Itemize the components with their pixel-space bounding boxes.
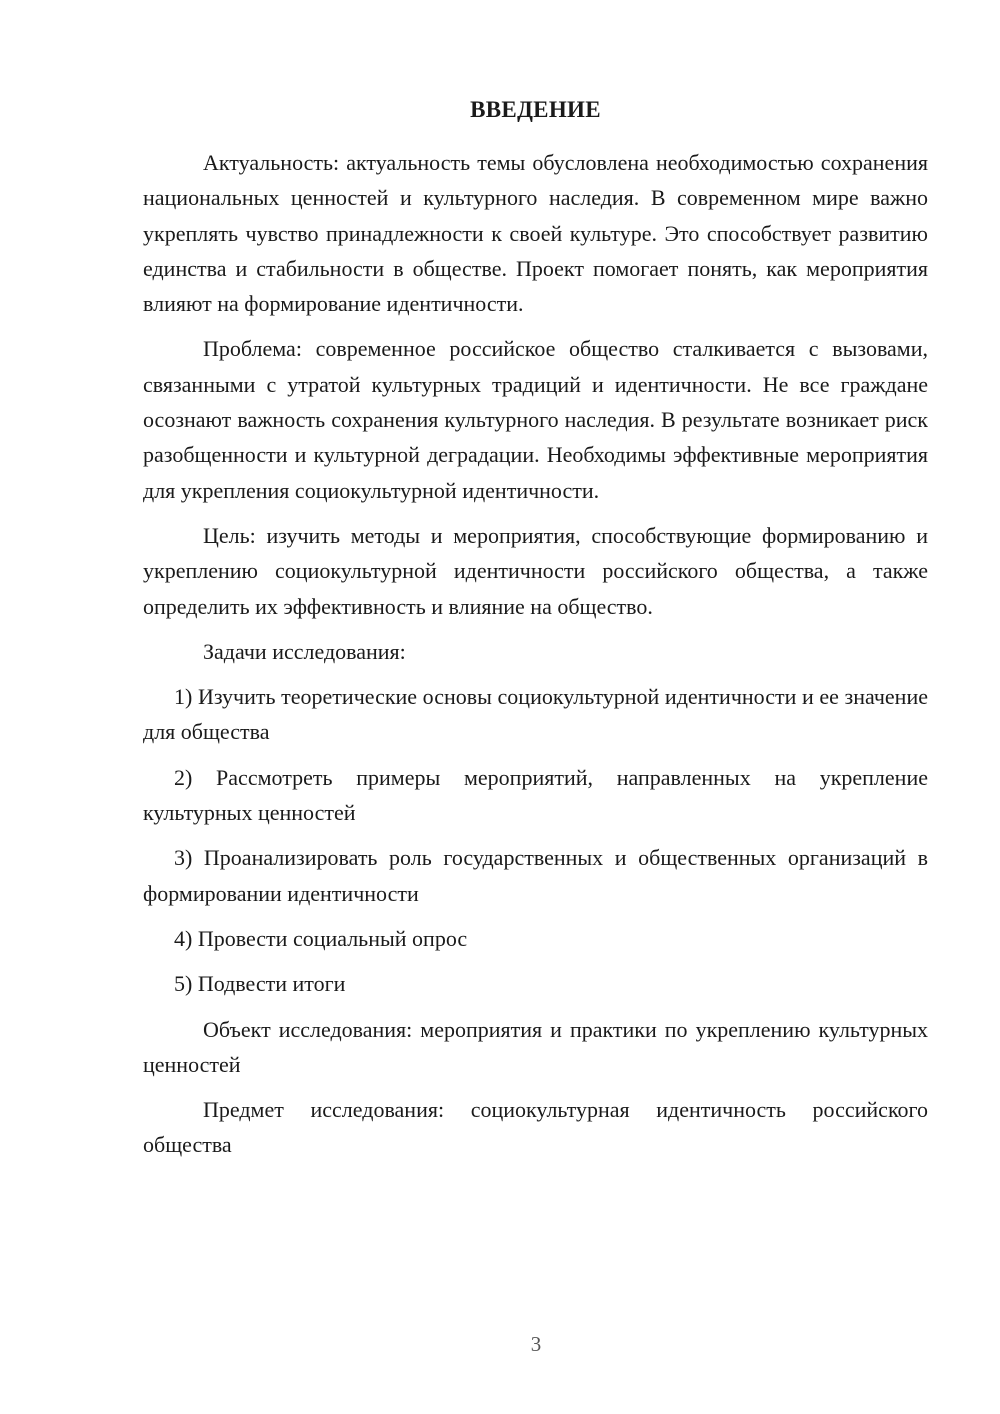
problem-paragraph: Проблема: современное российское общество сталкивается с вызовами, связанными с утратой культурных традиций и идентичности. Не все граждане осознают важность сохранения культурного наследия. В результате возникает риск разобщенности и культурной деградации. Необходимы эффективные мероприятия для укрепления социокультурной идентичности. <box>143 336 928 503</box>
page-title: ВВЕДЕНИЕ <box>470 97 601 122</box>
task-item-4: 4) Провести социальный опрос <box>174 925 468 951</box>
task-item-5: 5) Подвести итоги <box>174 971 346 997</box>
subject-paragraph: Предмет исследования: социокультурная идентичность российского общества <box>143 1097 928 1158</box>
document-page <box>143 94 928 1163</box>
tasks-list <box>143 679 928 1001</box>
task-item-2: 2) Рассмотреть примеры мероприятий, направленных на укрепление культурных ценностей <box>143 764 928 826</box>
object-paragraph: Объект исследования: мероприятия и практики по укреплению культурных ценностей <box>143 1016 928 1077</box>
task-item-3: 3) Проанализировать роль государственных и общественных организаций в формировании идентичности <box>143 845 928 906</box>
goal-paragraph: Цель: изучить методы и мероприятия, способствующие формированию и укреплению социокультурной идентичности российского общества, а также определить их эффективность и влияние на общество. <box>143 522 928 619</box>
task-item-1: 1) Изучить теоретические основы социокультурной идентичности и ее значение для общества <box>143 684 928 745</box>
relevance-paragraph: Актуальность: актуальность темы обусловлена необходимостью сохранения национальных ценностей и культурного наследия. В современном мире важно укреплять чувство принадлежности к своей культуре. Это способствует развитию единства и стабильности в обществе. Проект помогает понять, как мероприятия влияют на формирование идентичности. <box>143 150 928 317</box>
page-number: 3 <box>530 1332 542 1356</box>
tasks-heading: Задачи исследования: <box>203 638 406 664</box>
